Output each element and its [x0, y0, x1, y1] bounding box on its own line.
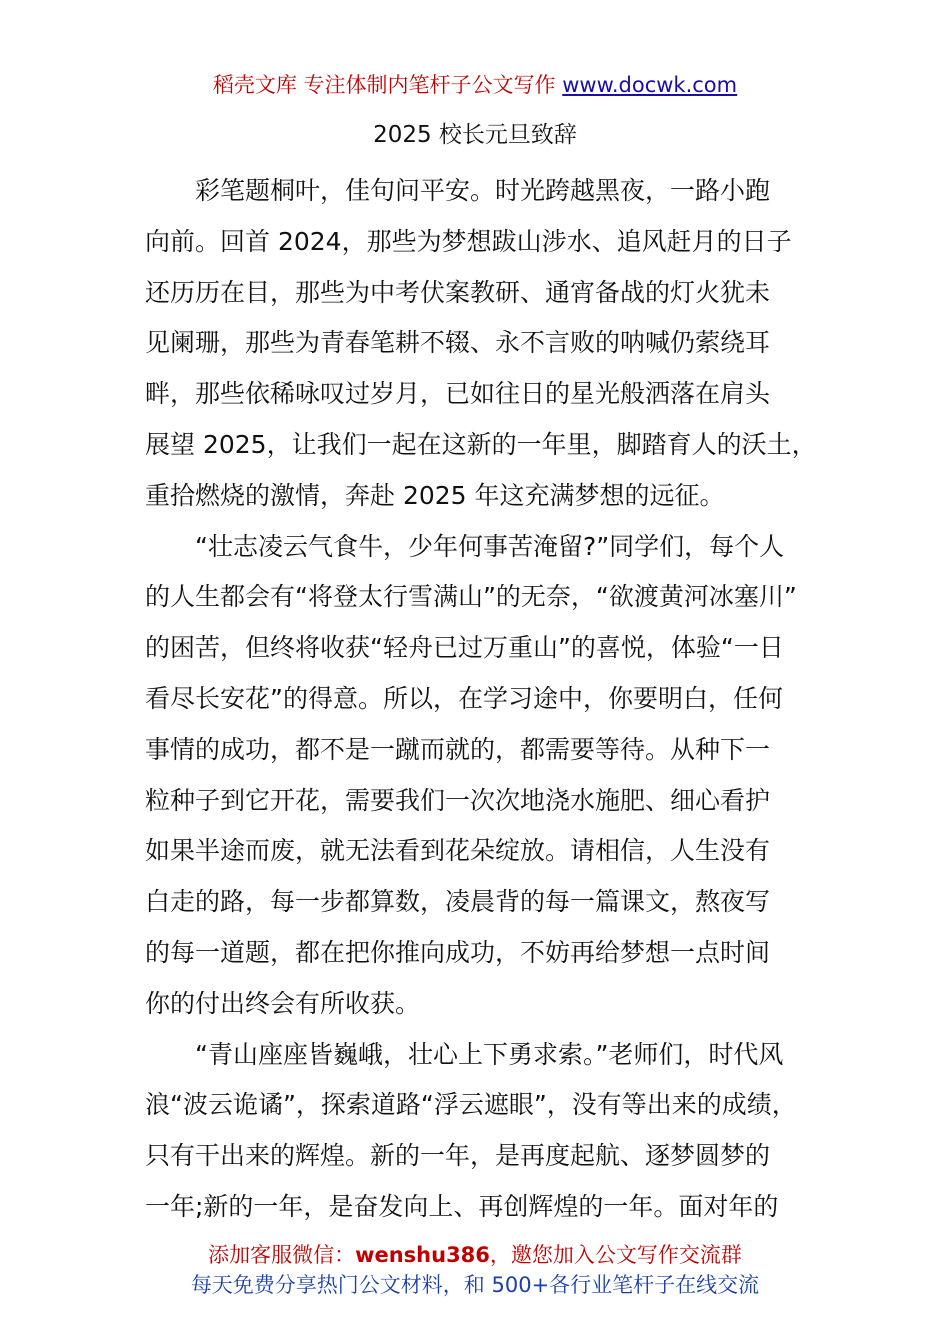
header-url-link[interactable]: www.docwk.com [562, 73, 738, 97]
footer-wechat-id: wenshu386 [355, 1243, 490, 1267]
paragraph-line: “壮志凌云气食牛，少年何事苦淹留?”同学们，每个人 [195, 531, 785, 561]
paragraph-line: 一年;新的一年，是奋发向上、再创辉煌的一年。面对年的 [145, 1191, 779, 1221]
paragraph-line: 只有干出来的辉煌。新的一年，是再度起航、逐梦圆梦的 [145, 1141, 771, 1171]
paragraph-line: 浪“波云诡谲”，探索道路“浮云遮眼”，没有等出来的成绩， [145, 1090, 797, 1120]
footer-wechat-line [0, 1240, 950, 1270]
paragraph-line: 展望 2025，让我们一起在这新的一年里，脚踏育人的沃土， [145, 429, 817, 459]
paragraph-line: 彩笔题桐叶，佳句问平安。时光跨越黑夜，一路小跑 [195, 176, 771, 205]
paragraph-line: “青山座座皆巍峨，壮心上下勇求索。”老师们，时代风 [195, 1039, 784, 1069]
paragraph-line: 白走的路，每一步都算数，凌晨背的每一篇课文，熬夜写 [145, 887, 771, 917]
paragraph-line: 的每一道题，都在把你推向成功，不妨再给梦想一点时间 [145, 937, 771, 967]
paragraph-line: 你的付出终会有所收获。 [145, 988, 421, 1018]
document-title: 2025 校长元旦致辞 [373, 122, 577, 148]
promo-footer [0, 1240, 950, 1300]
paragraph-line: 见阑珊，那些为青春笔耕不辍、永不言败的呐喊仍萦绕耳 [145, 328, 771, 358]
header-brand-text: 稻壳文库 专注体制内笔杆子公文写作 [212, 73, 556, 97]
footer-share-line: 每天免费分享热门公文材料，和 500+各行业笔杆子在线交流 [190, 1273, 760, 1297]
watermark-header [0, 70, 950, 100]
paragraph-line: 还历历在目，那些为中考伏案教研、通宵备战的灯火犹未 [145, 277, 771, 307]
paragraph-line: 的人生都会有“将登太行雪满山”的无奈，“欲渡黄河冰塞川” [145, 582, 797, 612]
paragraph-line: 事情的成功，都不是一蹴而就的，都需要等待。从种下一 [145, 734, 771, 764]
paragraph-line: 畔，那些依稀咏叹过岁月，已如往日的星光般洒落在肩头 [145, 379, 771, 409]
document-body [145, 166, 845, 1233]
paragraph-line: 如果半途而废，就无法看到花朵绽放。请相信，人生没有 [145, 836, 771, 866]
footer-wechat-suffix: ，邀您加入公文写作交流群 [489, 1243, 742, 1267]
paragraph-line: 重拾燃烧的激情，奔赴 2025 年这充满梦想的远征。 [145, 480, 725, 510]
footer-wechat-prefix: 添加客服微信： [208, 1243, 356, 1267]
paragraph-line: 向前。回首 2024，那些为梦想跋山涉水、追风赶月的日子 [145, 226, 792, 256]
paragraph-line: 粒种子到它开花，需要我们一次次地浇水施肥、细心看护 [145, 785, 771, 815]
paragraph-line: 看尽长安花”的得意。所以，在学习途中，你要明白，任何 [145, 683, 783, 713]
paragraph-line: 的困苦，但终将收获“轻舟已过万重山”的喜悦，体验“一日 [145, 633, 784, 663]
